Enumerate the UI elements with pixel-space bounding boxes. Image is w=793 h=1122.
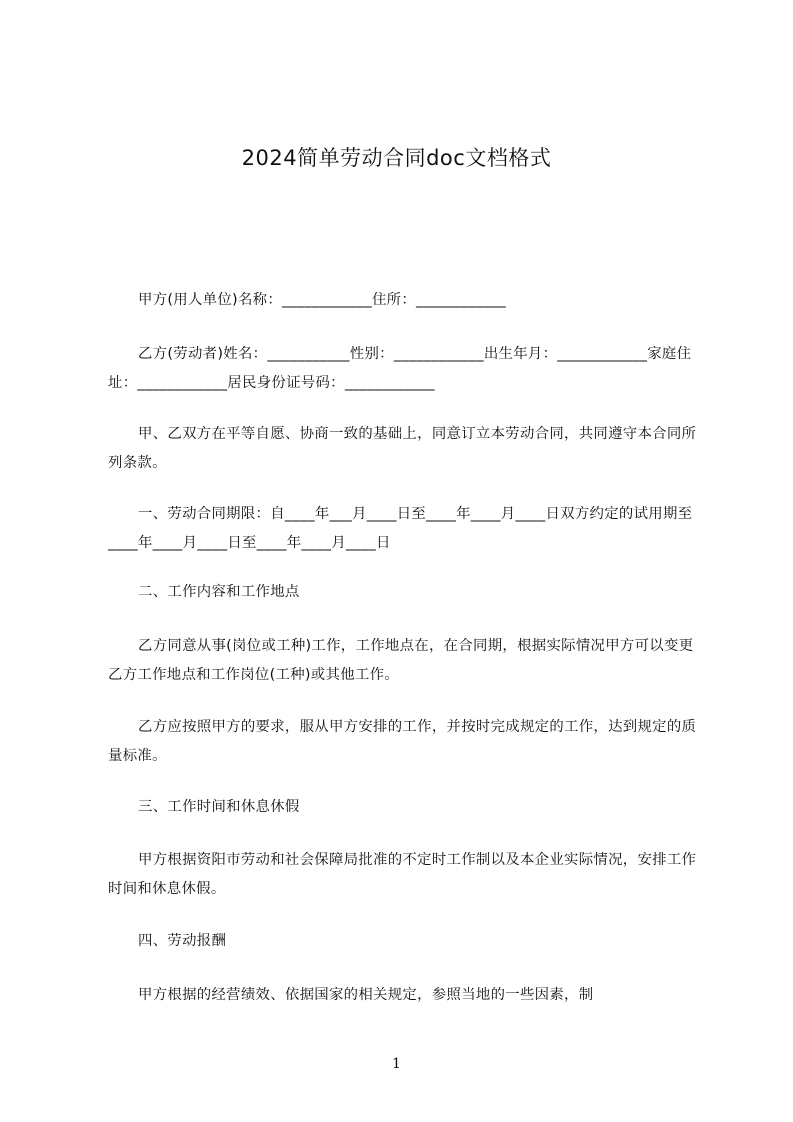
section2-paragraph-1: 乙方同意从事(岗位或工种)工作，工作地点在，在合同期，根据实际情况甲方可以变更乙方工作地点和工作岗位(工种)或其他工作。 [108, 638, 694, 683]
intro-paragraph: 甲、乙双方在平等自愿、协商一致的基础上，同意订立本劳动合同，共同遵守本合同所列条款。 [108, 426, 697, 471]
section2-paragraph-2: 乙方应按照甲方的要求，服从甲方安排的工作，并按时完成规定的工作，达到规定的质量标准。 [108, 719, 697, 764]
page-number: 1 [392, 1056, 401, 1072]
section2-heading: 二、工作内容和工作地点 [138, 584, 300, 600]
section4-paragraph-1: 甲方根据的经营绩效、依据国家的相关规定，参照当地的一些因素，制 [138, 987, 594, 1003]
section3-paragraph-1: 甲方根据资阳市劳动和社会保障局批准的不定时工作制以及本企业实际情况，安排工作时间和休息休假。 [108, 852, 697, 897]
document-title: 2024简单劳动合同doc文档格式 [241, 146, 552, 170]
party-b-line: 乙方(劳动者)姓名：___________性别：____________出生年月：____________家庭住址：____________居民身份证号码：____________ [108, 346, 692, 391]
party-a-line: 甲方(用人单位)名称：____________住所：____________ [138, 292, 507, 308]
section4-heading: 四、劳动报酬 [138, 933, 227, 949]
section3-heading: 三、工作时间和休息休假 [138, 799, 300, 815]
section1-paragraph: 一、劳动合同期限：自____年___月____日至____年____月____日双方约定的试用期至____年____月____日至____年____月____日 [108, 506, 693, 551]
